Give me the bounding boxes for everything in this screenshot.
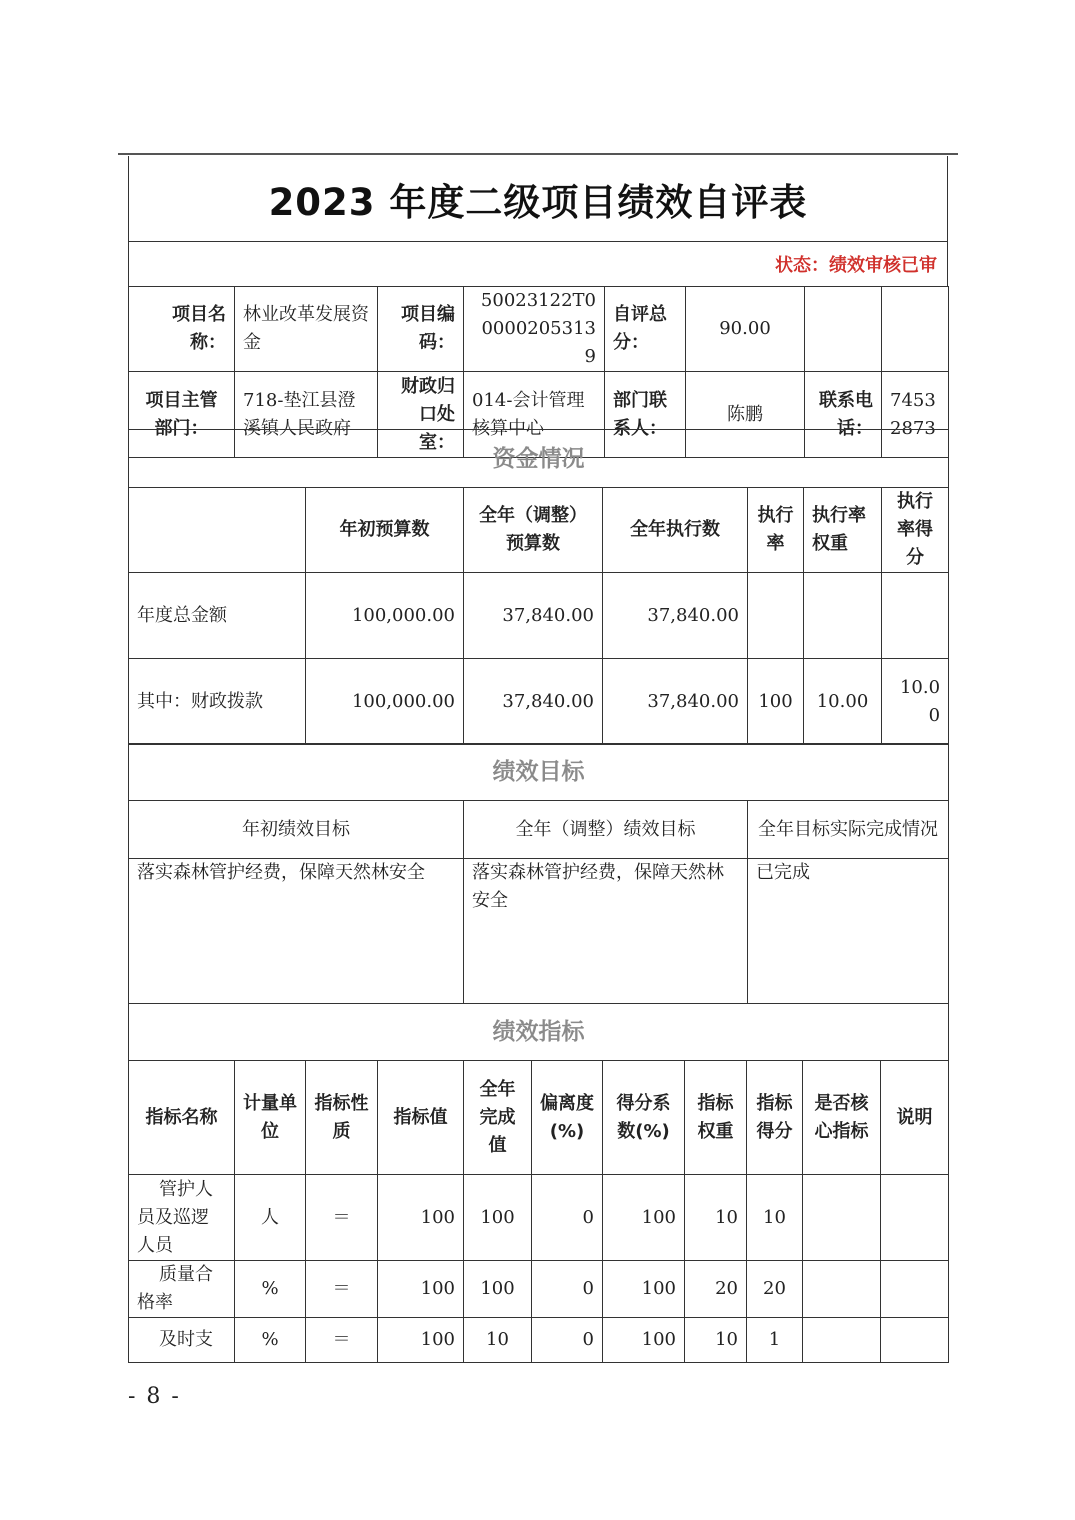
ind-header-notes: 说明 [881,1061,949,1175]
funds-cell: 37,840.00 [464,659,603,745]
funds-header-initial-budget: 年初预算数 [306,488,464,573]
ind-cell: 1 [747,1318,803,1363]
ind-cell: ＝ [306,1318,378,1363]
goals-cell-initial: 落实森林管护经费，保障天然林安全 [129,859,464,1004]
project-name-label: 项目名称： [129,287,235,372]
ind-header-weight: 指标权重 [685,1061,747,1175]
ind-header-unit: 计量单位 [235,1061,306,1175]
ind-header-deviation: 偏离度(%) [532,1061,603,1175]
indicators-header-row [129,1061,949,1175]
ind-cell: 100 [378,1261,464,1318]
ind-cell: 0 [532,1175,603,1261]
ind-cell: 100 [603,1175,685,1261]
self-score-label: 自评总分： [605,287,686,372]
empty-cell [805,287,882,372]
funds-cell: 其中：财政拨款 [129,659,306,745]
ind-header-nature: 指标性质 [306,1061,378,1175]
ind-header-name: 指标名称 [129,1061,235,1175]
funds-row-total [129,573,949,659]
ind-cell: 10 [747,1175,803,1261]
ind-cell: ＝ [306,1261,378,1318]
ind-cell: 100 [464,1261,532,1318]
ind-cell [881,1318,949,1363]
funds-cell [748,573,804,659]
ind-cell [803,1175,881,1261]
ind-cell: 人 [235,1175,306,1261]
project-code-value: 50023122T000002053139 [464,287,605,372]
status-bar [128,242,948,287]
ind-cell: 100 [378,1175,464,1261]
contact-value: 陈鹏 [686,372,805,458]
page-title: 2023 年度二级项目绩效自评表 [268,180,808,224]
ind-cell [803,1318,881,1363]
empty-cell [882,287,949,372]
funds-section-title: 资金情况 [129,430,949,488]
ind-header-completed: 全年完成值 [464,1061,532,1175]
ind-cell-name: 质量合格率 [129,1261,235,1318]
ind-header-score: 指标得分 [747,1061,803,1175]
ind-cell: 10 [685,1318,747,1363]
top-rule [118,153,958,155]
goals-header-adjusted: 全年（调整）绩效目标 [464,801,748,859]
ind-cell: 0 [532,1261,603,1318]
ind-cell: 10 [685,1175,747,1261]
ind-cell [803,1261,881,1318]
ind-cell-name: 及时支 [129,1318,235,1363]
ind-header-coefficient: 得分系数(%) [603,1061,685,1175]
funds-cell: 10.00 [882,659,949,745]
funds-cell: 37,840.00 [603,573,748,659]
funds-cell: 10.00 [804,659,882,745]
indicators-section-title: 绩效指标 [129,1004,949,1061]
funds-table [128,429,949,745]
funds-header-exec-weight: 执行率权重 [804,488,882,573]
table-row [129,1175,949,1261]
goals-cell-adjusted: 落实森林管护经费，保障天然林安全 [464,859,748,1004]
ind-cell: 20 [685,1261,747,1318]
ind-cell: 100 [603,1261,685,1318]
dept-label: 项目主管部门： [129,372,235,458]
funds-cell: 年度总金额 [129,573,306,659]
goals-table [128,743,949,1004]
ind-cell-name: 管护人员及巡逻人员 [129,1175,235,1261]
funds-header-blank [129,488,306,573]
funds-header-adjusted-budget: 全年（调整）预算数 [464,488,603,573]
ind-header-core: 是否核心指标 [803,1061,881,1175]
finance-office-label: 财政归口处室： [378,372,464,458]
ind-cell: 20 [747,1261,803,1318]
ind-cell: 100 [464,1175,532,1261]
status-text: 状态：绩效审核已审 [775,255,937,276]
ind-cell: 10 [464,1318,532,1363]
funds-cell: 100,000.00 [306,659,464,745]
ind-cell: 100 [378,1318,464,1363]
table-row [129,1318,949,1363]
goals-cell-actual: 已完成 [748,859,949,1004]
ind-cell [881,1261,949,1318]
funds-cell: 37,840.00 [464,573,603,659]
ind-cell: 0 [532,1318,603,1363]
goals-section-title: 绩效目标 [129,744,949,801]
ind-cell: 100 [603,1318,685,1363]
funds-cell: 37,840.00 [603,659,748,745]
finance-office-value: 014-会计管理核算中心 [464,372,605,458]
contact-label: 部门联系人： [605,372,686,458]
goals-header-initial: 年初绩效目标 [129,801,464,859]
funds-header-exec-score: 执行率得分 [882,488,949,573]
dept-value: 718-垫江县澄溪镇人民政府 [235,372,378,458]
ind-cell [881,1175,949,1261]
funds-row-fiscal [129,659,949,745]
phone-value: 74532873 [882,372,949,458]
page-number: - 8 - [128,1384,181,1409]
ind-cell: % [235,1261,306,1318]
table-row [129,1261,949,1318]
funds-cell: 100 [748,659,804,745]
indicators-table [128,1003,949,1363]
project-code-label: 项目编码： [378,287,464,372]
funds-header-executed: 全年执行数 [603,488,748,573]
funds-cell: 100,000.00 [306,573,464,659]
ind-header-value: 指标值 [378,1061,464,1175]
self-score-value: 90.00 [686,287,805,372]
title-box [128,156,948,242]
goals-header-actual: 全年目标实际完成情况 [748,801,949,859]
funds-cell [804,573,882,659]
phone-label: 联系电话： [805,372,882,458]
funds-cell [882,573,949,659]
ind-cell: % [235,1318,306,1363]
project-name-value: 林业改革发展资金 [235,287,378,372]
ind-cell: ＝ [306,1175,378,1261]
funds-header-exec-rate: 执行率 [748,488,804,573]
